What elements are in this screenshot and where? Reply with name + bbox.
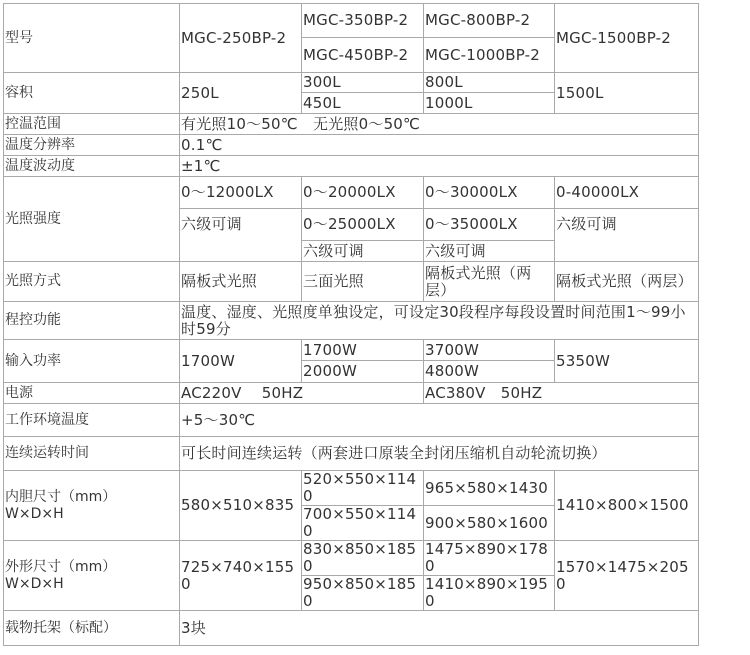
outer-size-dims: W×D×H: [5, 575, 64, 592]
label-inner-size: [4, 471, 180, 541]
light-c2c: 六级可调: [302, 241, 424, 262]
light-c1a: 0～12000LX: [180, 177, 302, 209]
model-c4: MGC-1500BP-2: [555, 4, 699, 73]
shelf-value: 3块: [180, 611, 699, 646]
volume-c4: 1500L: [555, 73, 699, 114]
label-shelf: 载物托架（标配）: [4, 611, 180, 646]
inner-c2a: 520×550×1140: [302, 471, 424, 506]
model-c3a: MGC-800BP-2: [424, 4, 555, 38]
inner-c3a: 965×580×1430: [424, 471, 555, 506]
power-c2b: 2000W: [302, 361, 424, 383]
inner-c2b: 700×550×1140: [302, 506, 424, 541]
outer-c4: 1570×1475×2050: [555, 541, 699, 611]
outer-c3b: 1410×890×1950: [424, 576, 555, 611]
power-c2a: 1700W: [302, 340, 424, 361]
light-c4a: 0-40000LX: [555, 177, 699, 209]
volume-c3b: 1000L: [424, 93, 555, 114]
label-ambient: 工作环境温度: [4, 404, 180, 437]
light-c2a: 0～20000LX: [302, 177, 424, 209]
inner-c3b: 900×580×1600: [424, 506, 555, 541]
outer-c1: 725×740×1550: [180, 541, 302, 611]
ambient-value: +5～30℃: [180, 404, 699, 437]
volume-c2b: 450L: [302, 93, 424, 114]
light-c1b: 六级可调: [180, 209, 302, 262]
light-c4b: 六级可调: [555, 209, 699, 262]
inner-size-title: 内胆尺寸（mm）: [5, 488, 117, 505]
label-temp-fluctuation: 温度波动度: [4, 156, 180, 177]
label-outer-size: [4, 541, 180, 611]
power-c4: 5350W: [555, 340, 699, 383]
supply-380: AC380V 50HZ: [424, 383, 699, 404]
temp-fluctuation-value: ±1℃: [180, 156, 699, 177]
outer-c2a: 830×850×1850: [302, 541, 424, 576]
outer-size-title: 外形尺寸（mm）: [5, 558, 117, 575]
light-c3a: 0～30000LX: [424, 177, 555, 209]
power-c3a: 3700W: [424, 340, 555, 361]
light-mode-c2: 三面光照: [302, 262, 424, 302]
inner-size-dims: W×D×H: [5, 505, 64, 522]
label-program: 程控功能: [4, 302, 180, 340]
volume-c3a: 800L: [424, 73, 555, 93]
spec-table: [3, 3, 699, 646]
label-power: 输入功率: [4, 340, 180, 383]
label-supply: 电源: [4, 383, 180, 404]
power-c1: 1700W: [180, 340, 302, 383]
label-light-mode: 光照方式: [4, 262, 180, 302]
label-volume: 容积: [4, 73, 180, 114]
light-c2b: 0～25000LX: [302, 209, 424, 241]
temp-range-value: 有光照10～50℃ 无光照0～50℃: [180, 114, 699, 135]
label-light-intensity: 光照强度: [4, 177, 180, 262]
label-continuous: 连续运转时间: [4, 437, 180, 471]
light-mode-c3: 隔板式光照（两层）: [424, 262, 555, 302]
inner-c1: 580×510×835: [180, 471, 302, 541]
light-c3b: 0～35000LX: [424, 209, 555, 241]
volume-c1: 250L: [180, 73, 302, 114]
light-c3c: 六级可调: [424, 241, 555, 262]
volume-c2a: 300L: [302, 73, 424, 93]
light-mode-c4: 隔板式光照（两层）: [555, 262, 699, 302]
label-temp-range: 控温范围: [4, 114, 180, 135]
light-mode-c1: 隔板式光照: [180, 262, 302, 302]
label-model: 型号: [4, 4, 180, 73]
continuous-value: 可长时间连续运转（两套进口原装全封闭压缩机自动轮流切换）: [180, 437, 699, 471]
model-c2b: MGC-450BP-2: [302, 38, 424, 73]
program-value: 温度、湿度、光照度单独设定，可设定30段程序每段设置时间范围1～99小时59分: [180, 302, 699, 340]
model-c1: MGC-250BP-2: [180, 4, 302, 73]
outer-c3a: 1475×890×1780: [424, 541, 555, 576]
power-c3b: 4800W: [424, 361, 555, 383]
label-temp-resolution: 温度分辨率: [4, 135, 180, 156]
outer-c2b: 950×850×1850: [302, 576, 424, 611]
temp-resolution-value: 0.1℃: [180, 135, 699, 156]
model-c2a: MGC-350BP-2: [302, 4, 424, 38]
inner-c4: 1410×800×1500: [555, 471, 699, 541]
supply-220: AC220V 50HZ: [180, 383, 424, 404]
model-c3b: MGC-1000BP-2: [424, 38, 555, 73]
